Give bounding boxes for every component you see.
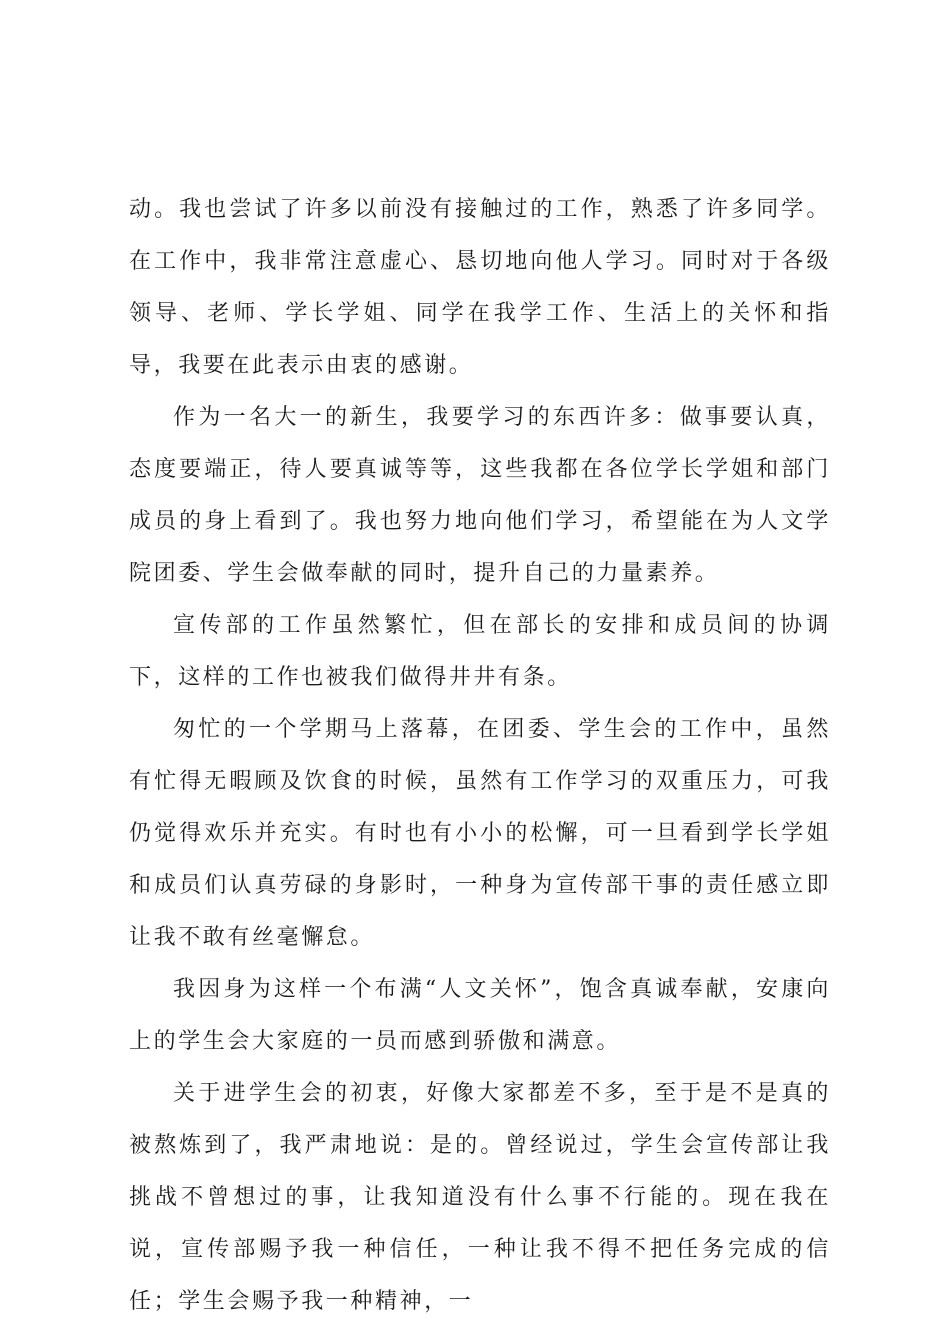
paragraph-6: 关于进学生会的初衷，好像大家都差不多，至于是不是真的被熬炼到了，我严肃地说：是的。曾经说过，学生会宣传部让我挑战不曾想过的事，让我知道没有什么事不行能的。现在我在说，宣传部赐予我一种信任，一种让我不得不把任务完成的信任；学生会赐予我一种精神，一	[129, 1081, 831, 1314]
paragraph-3: 宣传部的工作虽然繁忙，但在部长的安排和成员间的协调下，这样的工作也被我们做得井井有条。	[129, 613, 831, 690]
paragraph-5: 我因身为这样一个布满“人文关怀”，饱含真诚奉献，安康向上的学生会大家庭的一员而感到骄傲和满意。	[129, 977, 831, 1054]
paragraph-2: 作为一名大一的新生，我要学习的东西许多：做事要认真，态度要端正，待人要真诚等等，这些我都在各位学长学姐和部门成员的身上看到了。我也努力地向他们学习，希望能在为人文学院团委、学生会做奉献的同时，提升自己的力量素养。	[129, 405, 831, 586]
paragraph-4: 匆忙的一个学期马上落幕，在团委、学生会的工作中，虽然有忙得无暇顾及饮食的时候，虽然有工作学习的双重压力，可我仍觉得欢乐并充实。有时也有小小的松懈，可一旦看到学长学姐和成员们认真劳碌的身影时，一种身为宣传部干事的责任感立即让我不敢有丝毫懈怠。	[129, 717, 831, 950]
document-body	[129, 184, 831, 1328]
paragraph-1: 动。我也尝试了许多以前没有接触过的工作，熟悉了许多同学。在工作中，我非常注意虚心、恳切地向他人学习。同时对于各级领导、老师、学长学姐、同学在我学工作、生活上的关怀和指导，我要在此表示由衷的感谢。	[129, 197, 831, 378]
